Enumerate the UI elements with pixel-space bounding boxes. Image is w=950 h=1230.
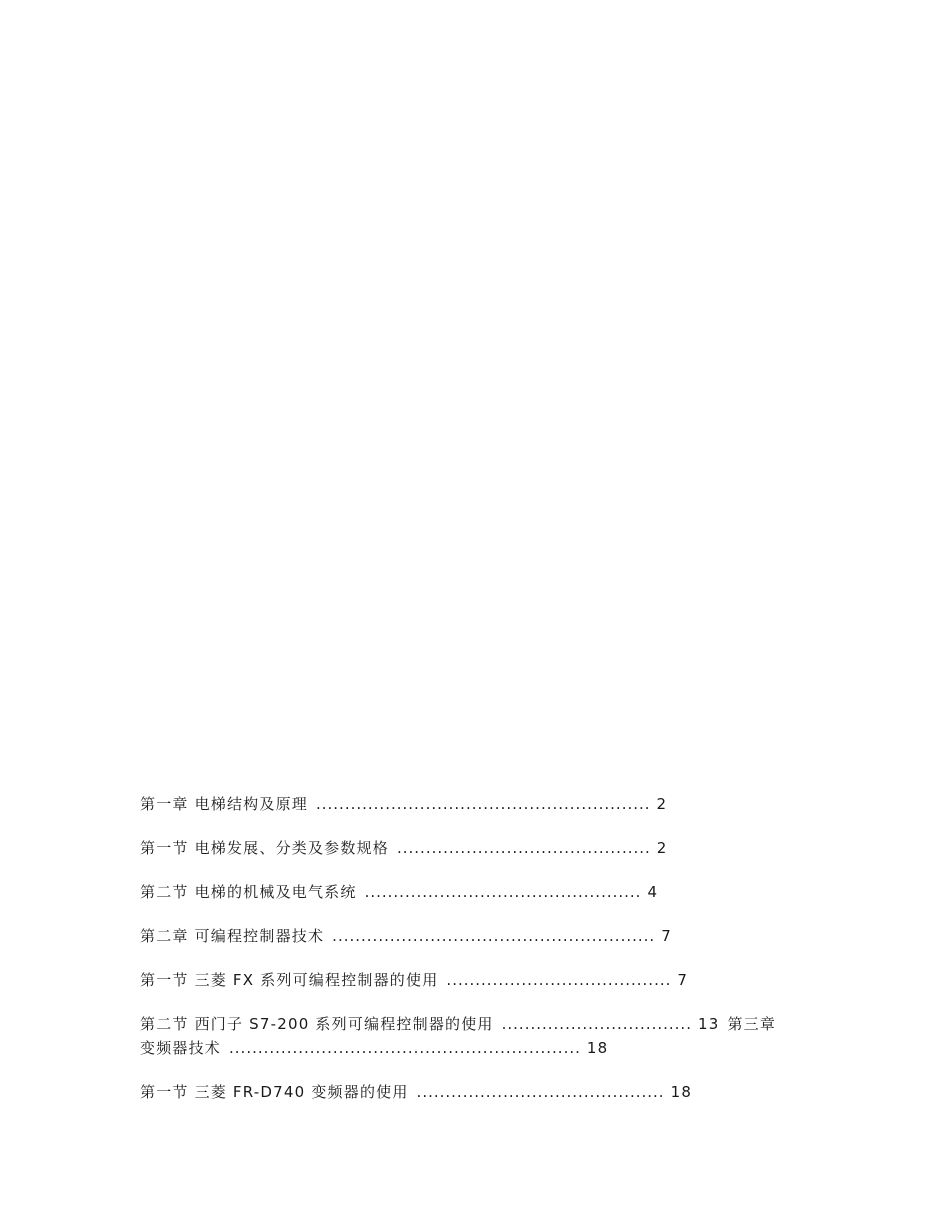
toc-entry-leader: ................................................ xyxy=(364,883,642,901)
toc-entry[interactable] xyxy=(140,880,820,904)
toc-entry[interactable] xyxy=(140,792,820,816)
toc-entry-title: 第二节 电梯的机械及电气系统 xyxy=(140,883,357,901)
toc-entry-title: 第一节 三菱 FR-D740 变频器的使用 xyxy=(140,1083,409,1101)
toc-entry-title: 变频器技术 xyxy=(140,1039,222,1057)
toc-entry-title: 第二节 西门子 S7-200 系列可编程控制器的使用 xyxy=(140,1015,494,1033)
toc-entry-title: 第一节 三菱 FX 系列可编程控制器的使用 xyxy=(140,971,439,989)
toc-entry-title: 第一节 电梯发展、分类及参数规格 xyxy=(140,839,389,857)
toc-entry-leader: ............................................................. xyxy=(229,1039,581,1057)
toc-entry-leader: ........................................... xyxy=(416,1083,665,1101)
toc-entry-page: 7 xyxy=(661,927,672,945)
toc-entry-leader: ........................................................ xyxy=(332,927,656,945)
toc-entry[interactable] xyxy=(140,836,820,860)
toc-entry-page: 18 xyxy=(670,1083,693,1101)
toc-entry[interactable] xyxy=(140,1080,820,1104)
toc-entry-page: 13 xyxy=(697,1015,720,1033)
toc-entry-leader: .......................................................... xyxy=(315,795,651,813)
toc-entry[interactable] xyxy=(140,924,820,948)
toc-entry-leader: ................................. xyxy=(501,1015,692,1033)
toc-entry-title: 第一章 电梯结构及原理 xyxy=(140,795,308,813)
toc-entry[interactable] xyxy=(140,968,820,992)
table-of-contents xyxy=(140,792,820,1104)
toc-entry-page: 4 xyxy=(647,883,659,901)
toc-entry-continuation: 第三章 xyxy=(727,1015,777,1033)
toc-entry-leader: ....................................... xyxy=(446,971,672,989)
toc-entry-page: 2 xyxy=(656,839,668,857)
toc-entry-page: 2 xyxy=(656,795,668,813)
toc-entry[interactable] xyxy=(140,1012,820,1036)
toc-entry[interactable] xyxy=(140,1036,820,1060)
toc-entry-title: 第二章 可编程控制器技术 xyxy=(140,927,325,945)
toc-entry-leader: ............................................ xyxy=(396,839,651,857)
toc-entry-page: 7 xyxy=(677,971,689,989)
toc-entry-page: 18 xyxy=(586,1039,609,1057)
